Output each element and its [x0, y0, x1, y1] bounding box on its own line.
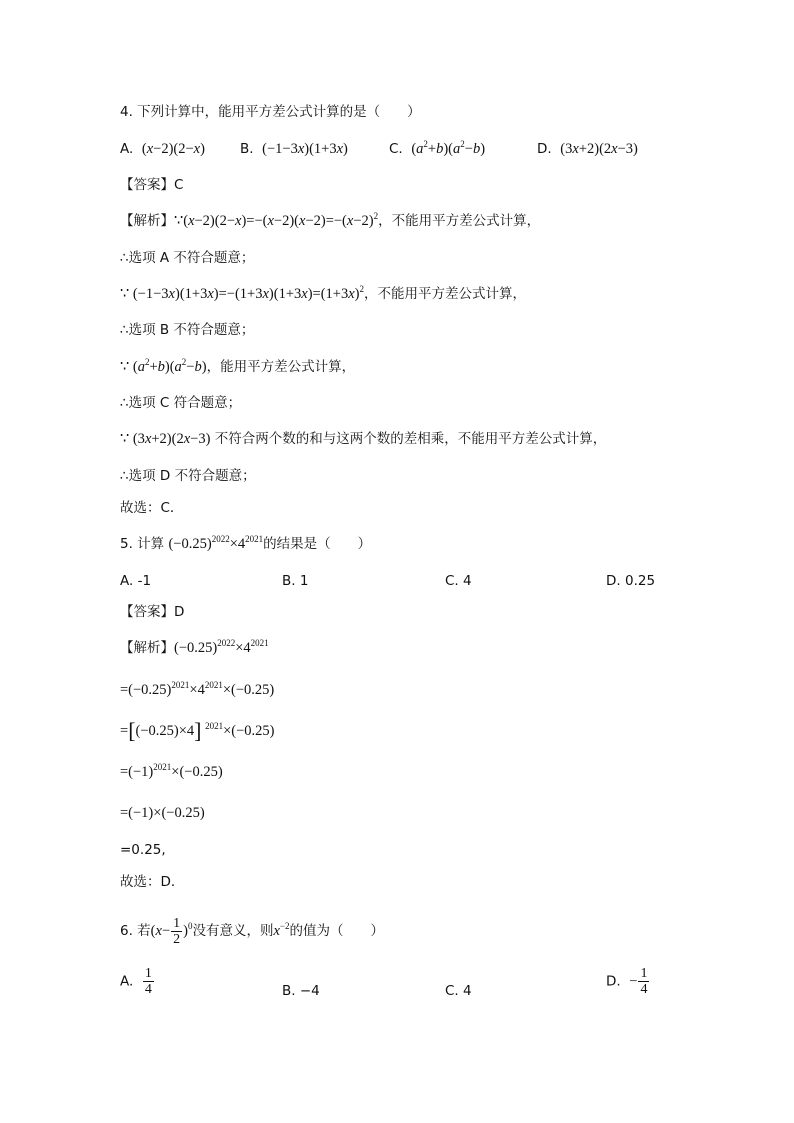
- q4-analysis-2: ∴选项 A 不符合题意；: [120, 250, 255, 266]
- q5-option-d: D. 0.25: [606, 573, 656, 589]
- q5-option-b: B. 1: [282, 573, 309, 589]
- q4-analysis-5: ∵ $(a^2+b)(a^2-b)$，能用平方差公式计算，: [120, 357, 356, 375]
- q4-analysis-6: ∴选项 C 符合题意；: [120, 395, 242, 411]
- q5-step-3: $=(-1)^{2021}\times(-0.25)$: [120, 762, 223, 780]
- q4-stem: 4. 下列计算中，能用平方差公式计算的是（ ）: [120, 104, 421, 120]
- q4-analysis-8: ∴选项 D 不符合题意；: [120, 468, 256, 484]
- fraction-one-half: $\frac{1}{2}$: [173, 916, 181, 947]
- q5-option-a: A. -1: [120, 573, 152, 589]
- q6-option-c: C. 4: [445, 983, 472, 999]
- q5-answer: 【答案】D: [120, 604, 185, 620]
- q6-option-d: D. − $\frac{1}{4}$: [606, 966, 648, 997]
- q5-step-5: =0.25,: [120, 842, 166, 858]
- q4-analysis-1: 【解析】$\because(x-2)(2-x)=-(x-2)(x-2)=-(x-2)^2$，不能用平方差公式计算，: [120, 211, 541, 229]
- q5-choose: 故选：D．: [120, 874, 185, 890]
- q5-step-1: $=(-0.25)^{2021}\times 4^{2021}\times(-0.25)$: [120, 680, 275, 698]
- q5-option-c: C. 4: [445, 573, 472, 589]
- q5-analysis-0: 【解析】$(-0.25)^{2022}\times 4^{2021}$: [120, 638, 269, 656]
- q6-option-a: A. $\frac{1}{4}$: [120, 966, 152, 997]
- analysis-tag: 【解析】: [120, 213, 174, 229]
- q4-analysis-7: ∵ (3x+2)(2x−3) 不符合两个数的和与这两个数的差相乘，不能用平方差公式计算，: [120, 431, 607, 447]
- q4-analysis-3: ∵ $(-1-3x)(1+3x)=-(1+3x)(1+3x)=(1+3x)^2$，不能用平方差公式计算，: [120, 284, 526, 302]
- q6-stem: 6. 若(x− $\frac{1}{2}$ )$^0$没有意义，则$x^{-2}$的值为（ ）: [120, 916, 384, 947]
- q4-option-c: C. $(a^2+b)(a^2-b)$: [389, 139, 486, 157]
- q4-option-b: B. (−1−3x)(1+3x): [240, 141, 348, 157]
- q4-option-d: D. (3x+2)(2x−3): [537, 141, 638, 157]
- q5-step-4: =(−1)×(−0.25): [120, 805, 205, 821]
- q5-stem: 5. 计算 $(-0.25)^{2022}\times 4^{2021}$的结果是（ ）: [120, 534, 372, 552]
- q4-choose: 故选：C．: [120, 500, 184, 516]
- q5-step-2: =[(−0.25)×4] $^{2021}$×(−0.25): [120, 718, 275, 743]
- q4-analysis-4: ∴选项 B 不符合题意；: [120, 322, 255, 338]
- q4-option-a: A. (x−2)(2−x): [120, 141, 205, 157]
- q4-answer: 【答案】C: [120, 177, 184, 193]
- q6-option-b: B. −4: [282, 983, 320, 999]
